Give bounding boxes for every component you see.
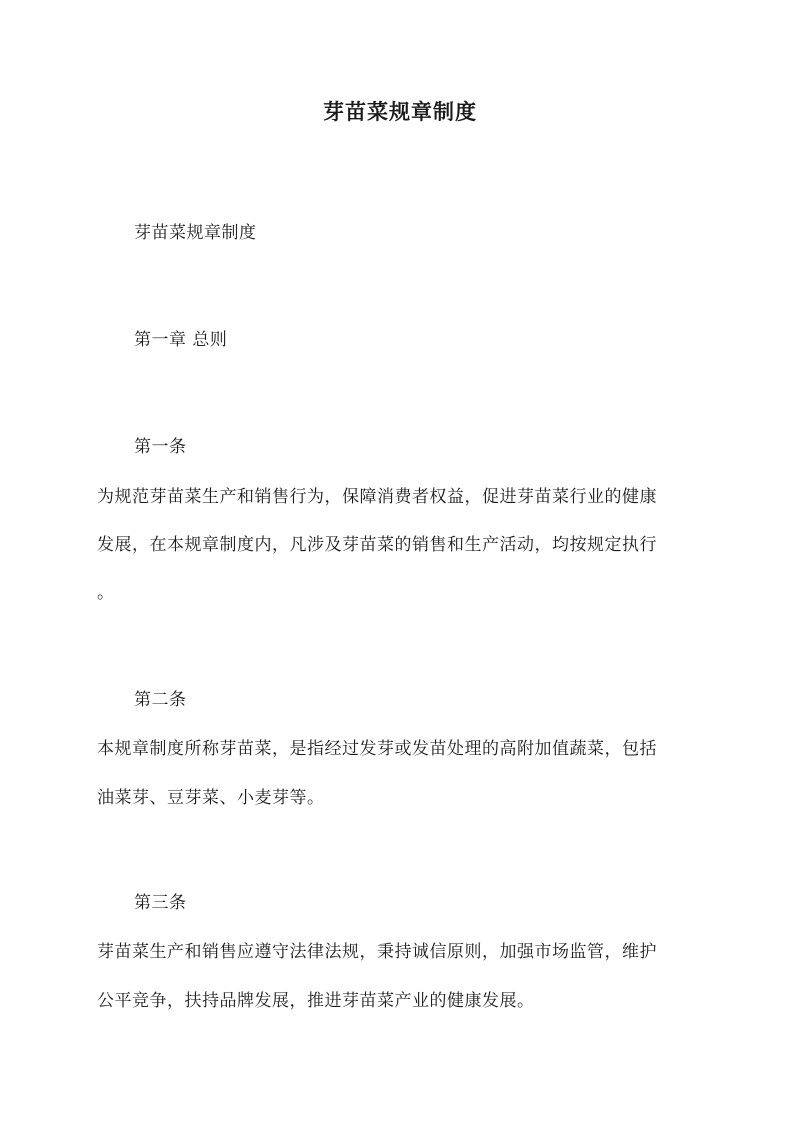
article-2-heading: 第二条 bbox=[134, 690, 187, 710]
article-2-line-1: 本规章制度所称芽苗菜，是指经过发芽或发苗处理的高附加值蔬菜，包括 bbox=[97, 739, 657, 759]
article-1-line-2: 发展，在本规章制度内，凡涉及芽苗菜的销售和生产活动，均按规定执行 bbox=[97, 535, 657, 555]
article-3-line-1: 芽苗菜生产和销售应遵守法律法规，秉持诚信原则，加强市场监管，维护 bbox=[97, 942, 657, 962]
article-1-line-3: 。 bbox=[97, 583, 115, 603]
article-3-line-2: 公平竞争，扶持品牌发展，推进芽苗菜产业的健康发展。 bbox=[97, 991, 535, 1011]
document-subtitle: 芽苗菜规章制度 bbox=[134, 223, 257, 243]
chapter-heading: 第一章 总则 bbox=[134, 330, 228, 350]
document-title: 芽苗菜规章制度 bbox=[323, 99, 477, 124]
article-1-heading: 第一条 bbox=[134, 437, 187, 457]
article-2-line-2: 油菜芽、豆芽菜、小麦芽等。 bbox=[97, 788, 325, 808]
article-1-line-1: 为规范芽苗菜生产和销售行为，保障消费者权益，促进芽苗菜行业的健康 bbox=[97, 487, 657, 507]
article-3-heading: 第三条 bbox=[134, 893, 187, 913]
